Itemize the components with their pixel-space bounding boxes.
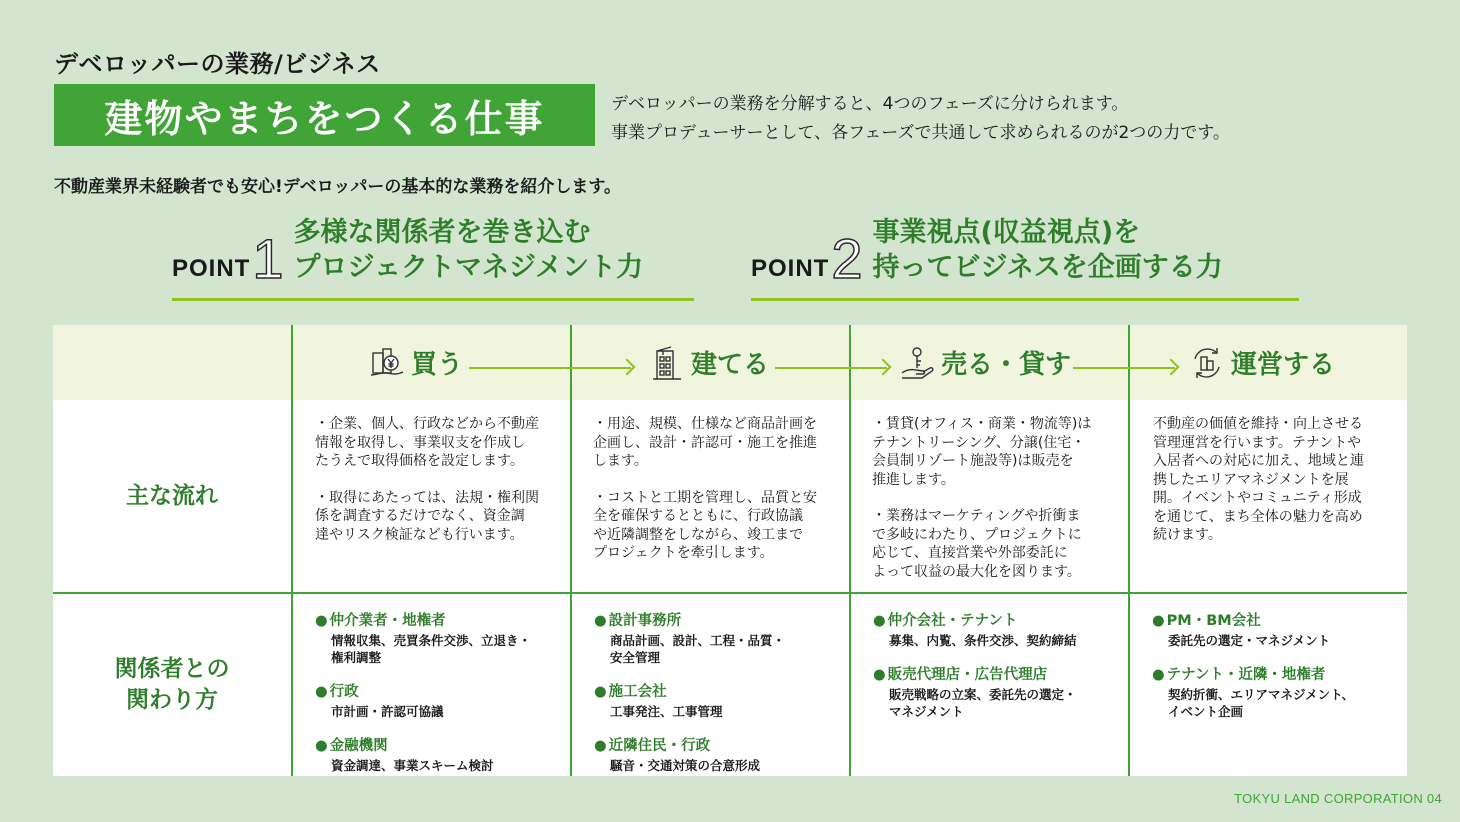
flow-line: 携したエリアマネジメントを展 <box>1153 471 1349 488</box>
relations-cell-build <box>594 609 834 788</box>
relation-item <box>1152 663 1392 720</box>
intro-text <box>611 90 1230 148</box>
relation-name: ● 金融機関 <box>315 734 555 755</box>
section-kicker: デベロッパーの業務/ビジネス <box>54 50 381 78</box>
column-divider <box>291 325 293 776</box>
phase-arrow <box>775 367 887 369</box>
row-label-flow <box>53 400 291 592</box>
flow-line: 推進します。 <box>872 471 955 488</box>
relation-name: ● テナント・近隣・地権者 <box>1152 663 1392 684</box>
relation-item <box>594 680 834 720</box>
flow-line: ・賃貸(オフィス・商業・物流等)は <box>872 416 1092 432</box>
intro-line: 事業プロデューサーとして、各フェーズで共通して求められるのが2つの力です。 <box>611 123 1230 143</box>
relation-item <box>594 734 834 774</box>
relations-cell-buy <box>315 609 555 788</box>
relations-cell-operate <box>1152 609 1392 734</box>
hero-title: 建物やまちをつくる仕事 <box>54 84 595 146</box>
phase-build <box>649 325 769 400</box>
flow-line: ・用途、規模、仕様など商品計画を <box>593 416 817 432</box>
phase-label: 建てる <box>691 350 770 380</box>
point-2 <box>751 215 1223 290</box>
flow-line: します。 <box>593 453 648 469</box>
relation-desc: 安全管理 <box>610 650 661 665</box>
flow-cell-build <box>593 415 833 563</box>
relation-desc: 権利調整 <box>331 650 382 665</box>
relations-cell-sell-lease <box>873 609 1113 734</box>
key-hand-icon <box>899 345 935 381</box>
row-label-line: 関係者との <box>114 656 230 682</box>
phase-sell-lease <box>899 325 1071 400</box>
flow-line: 会員制リゾート施設等)は販売を <box>872 453 1074 469</box>
relation-name: ● 仲介会社・テナント <box>873 609 1113 630</box>
relation-desc: 資金調達、事業スキーム検討 <box>331 758 494 773</box>
flow-cell-operate <box>1153 415 1393 545</box>
relation-desc: 委託先の選定・マネジメント <box>1168 633 1331 648</box>
relation-item <box>315 680 555 720</box>
point-word: POINT <box>751 255 830 282</box>
relation-item <box>873 663 1113 720</box>
phase-label: 買う <box>411 350 464 380</box>
flow-line: 情報を取得し、事業収支を作成し <box>315 434 525 451</box>
relation-desc: イベント企画 <box>1168 704 1244 719</box>
relation-desc: 騒音・交通対策の合意形成 <box>610 758 761 773</box>
point-1 <box>172 215 644 290</box>
phase-arrow <box>1073 367 1175 369</box>
relation-name: ● 施工会社 <box>594 680 834 701</box>
flow-line: で多岐にわたり、プロジェクトに <box>872 526 1082 543</box>
point-title-line: 事業視点(収益視点)を <box>872 217 1141 248</box>
relation-name: ● 近隣住民・行政 <box>594 734 834 755</box>
phase-operate <box>1189 325 1335 400</box>
flow-cell-buy <box>315 415 555 544</box>
flow-line: 入居者への対応に加え、地域と連 <box>1153 453 1364 469</box>
flow-line: ・業務はマーケティングや折衝ま <box>872 508 1081 524</box>
phase-table <box>53 325 1407 776</box>
phase-arrow <box>469 367 631 369</box>
flow-line: 開。イベントやコミュニティ形成 <box>1153 490 1362 506</box>
point-word: POINT <box>172 255 251 282</box>
flow-line: 係を調査するだけでなく、資金調 <box>315 508 525 524</box>
column-divider <box>570 325 572 776</box>
point-1-underline <box>172 298 694 301</box>
row-label-line: 関わり方 <box>126 687 218 713</box>
relation-desc: マネジメント <box>889 704 964 719</box>
intro-line: デベロッパーの業務を分解すると、4つのフェーズに分けられます。 <box>611 94 1129 114</box>
row-label-line: 主な流れ <box>126 482 218 509</box>
column-divider <box>849 325 851 776</box>
flow-line: たうえで取得価格を設定します。 <box>315 453 524 469</box>
relation-desc: 募集、内覧、条件交渉、契約締結 <box>889 633 1077 648</box>
relation-name: ● PM・BM会社 <box>1152 609 1392 630</box>
flow-line: や近隣調整をしながら、竣工まで <box>593 526 803 543</box>
point-title-line: プロジェクトマネジメント力 <box>293 252 644 283</box>
relation-desc: 工事発注、工事管理 <box>610 704 723 719</box>
relation-item <box>315 609 555 666</box>
relation-desc: 情報収集、売買条件交渉、立退き・ <box>331 633 532 648</box>
page-footer: TOKYU LAND CORPORATION 04 <box>1234 791 1442 806</box>
flow-line: プロジェクトを牽引します。 <box>593 545 774 561</box>
relation-item <box>1152 609 1392 649</box>
relation-desc: 販売戦略の立案、委託先の選定・ <box>889 687 1077 702</box>
point-2-underline <box>751 298 1299 301</box>
flow-line: 応じて、直接営業や外部委託に <box>872 545 1068 561</box>
flow-line: 全を確保するとともに、行政協議 <box>593 508 803 524</box>
relation-item <box>594 609 834 666</box>
flow-line: を通じて、まち全体の魅力を高め <box>1153 508 1363 525</box>
lead-text: 不動産業界未経験者でも安心!デベロッパーの基本的な業務を紹介します。 <box>54 177 622 197</box>
phase-buy <box>369 325 463 400</box>
flow-line: 管理運営を行います。テナントや <box>1153 434 1362 451</box>
phase-label: 運営する <box>1231 350 1336 380</box>
flow-line: テナントリーシング、分譲(住宅・ <box>872 434 1086 451</box>
flow-cell-sell-lease <box>872 415 1112 581</box>
building-yen-icon <box>369 345 405 381</box>
phase-label: 売る・貸す <box>941 350 1072 380</box>
point-number: 1 <box>252 227 284 290</box>
point-number: 2 <box>831 227 863 290</box>
relation-item <box>873 609 1113 649</box>
flow-line: ・取得にあたっては、法規・権利関 <box>315 489 539 506</box>
crane-building-icon <box>649 345 685 381</box>
point-title <box>873 215 1223 285</box>
flow-line: ・企業、個人、行政などから不動産 <box>315 416 539 432</box>
flow-line: 達やリスク検証なども行います。 <box>315 526 524 543</box>
relation-name: ● 販売代理店・広告代理店 <box>873 663 1113 684</box>
point-title-line: 多様な関係者を巻き込む <box>293 217 591 248</box>
relation-item <box>315 734 555 774</box>
relation-name: ● 行政 <box>315 680 555 701</box>
relation-name: ● 仲介業者・地権者 <box>315 609 555 630</box>
flow-line: 続けます。 <box>1153 527 1222 543</box>
row-label-relations <box>53 594 291 776</box>
point-title <box>294 215 644 285</box>
flow-line: ・コストと工期を管理し、品質と安 <box>593 489 817 506</box>
cycle-building-icon <box>1189 345 1225 381</box>
flow-line: 企画し、設計・許認可・施工を推進 <box>593 434 817 451</box>
column-divider <box>1128 325 1130 776</box>
point-title-line: 持ってビジネスを企画する力 <box>872 252 1223 283</box>
relation-desc: 市計画・許認可協議 <box>331 704 444 719</box>
relation-name: ● 設計事務所 <box>594 609 834 630</box>
flow-line: よって収益の最大化を図ります。 <box>872 563 1081 580</box>
relation-desc: 商品計画、設計、工程・品質・ <box>610 633 786 648</box>
flow-line: 不動産の価値を維持・向上させる <box>1153 416 1363 432</box>
relation-desc: 契約折衝、エリアマネジメント、 <box>1168 687 1355 702</box>
